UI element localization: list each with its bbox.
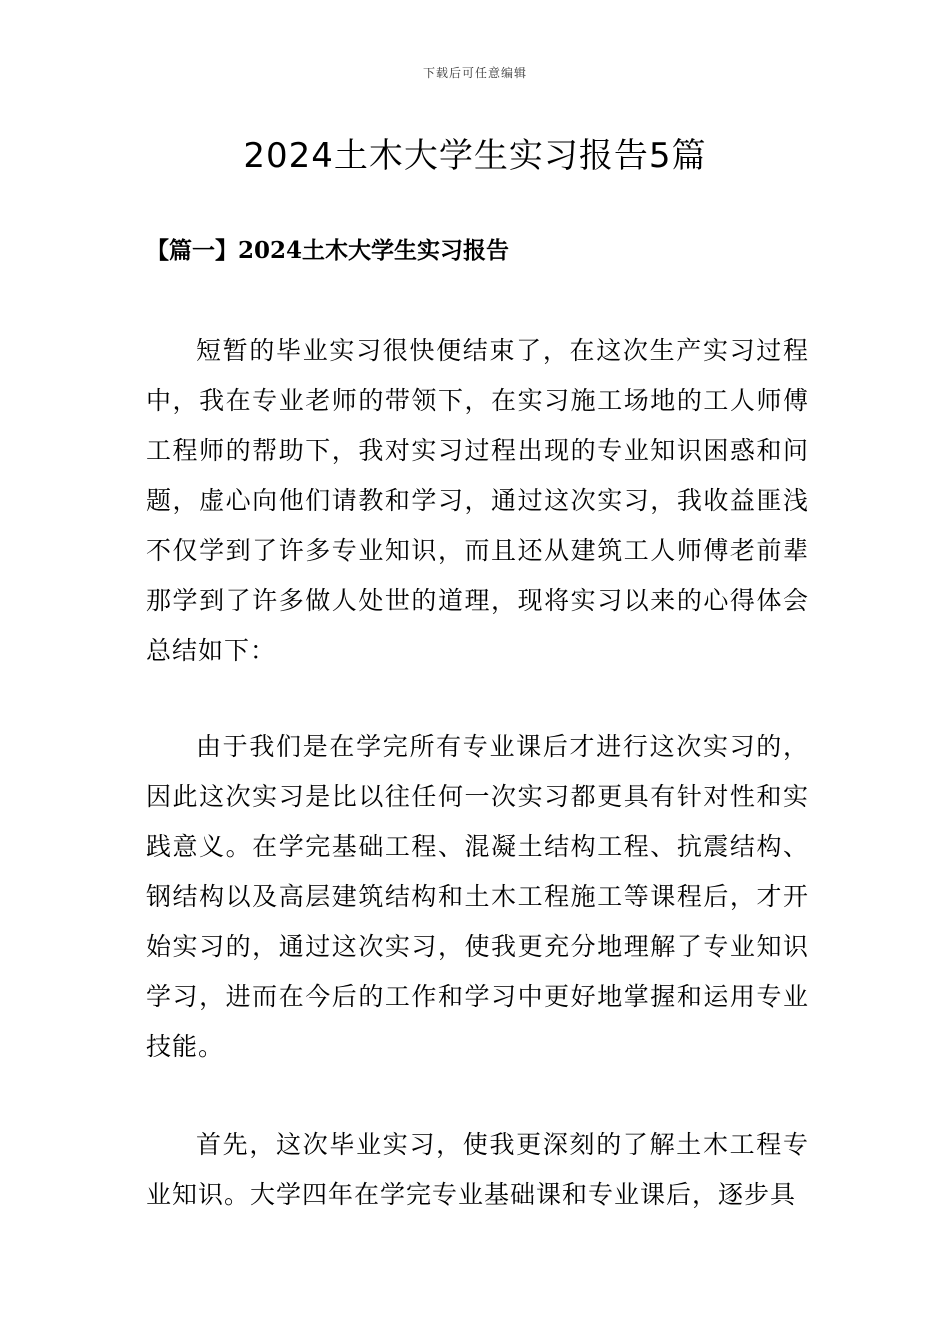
paragraph-3: 首先，这次毕业实习，使我更深刻的了解土木工程专业知识。大学四年在学完专业基础课和专业课后，逐步具 — [146, 1130, 809, 1209]
paragraph-1: 短暂的毕业实习很快便结束了，在这次生产实习过程中，我在专业老师的带领下，在实习施工场地的工人师傅工程师的帮助下，我对实习过程出现的专业知识困惑和问题，虚心向他们请教和学习，通过这次实习，我收益匪浅不仅学到了许多专业知识，而且还从建筑工人师傅老前辈那学到了许多做人处世的道理，现将实习以来的心得体会总结如下： — [146, 336, 809, 665]
header-note: 下载后可任意编辑 — [422, 66, 527, 80]
section-heading: 【篇一】2024土木大学生实习报告 — [146, 237, 510, 264]
paragraph-2: 由于我们是在学完所有专业课后才进行这次实习的，因此这次实习是比以往任何一次实习都更具有针对性和实践意义。在学完基础工程、混凝土结构工程、抗震结构、钢结构以及高层建筑结构和土木工程施工等课程后，才开始实习的，通过这次实习，使我更充分地理解了专业知识学习，进而在今后的工作和学习中更好地掌握和运用专业技能。 — [146, 732, 809, 1061]
document-title: 2024土木大学生实习报告5篇 — [243, 136, 707, 176]
